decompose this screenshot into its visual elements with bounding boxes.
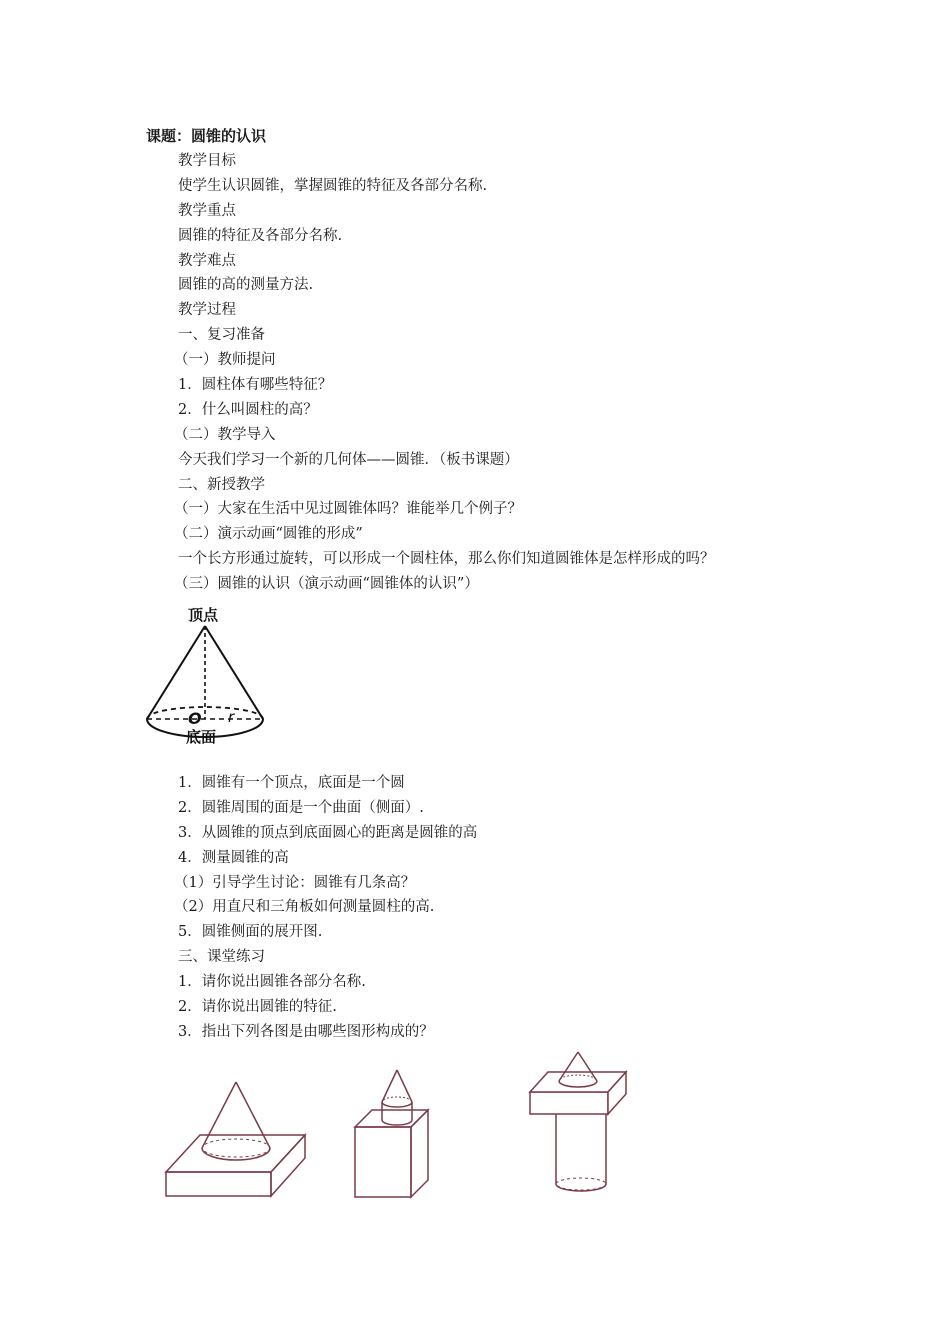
shape-cone-on-slab	[166, 1082, 305, 1196]
slab-side-face	[271, 1135, 305, 1196]
heading-process: 教学过程	[178, 302, 236, 319]
exercise-2: 2．请你说出圆锥的特征.	[178, 999, 337, 1016]
lesson-plan-part-2	[174, 771, 878, 1045]
substep-cone-recognition: （三）圆锥的认识（演示动画“圆锥体的认识”）	[174, 576, 479, 593]
step-new-teaching: 二、新授教学	[178, 476, 265, 493]
question-1: 1．圆柱体有哪些特征？	[178, 377, 333, 394]
cylinder-3-bottom-back	[556, 1178, 606, 1190]
question-2: 2．什么叫圆柱的高？	[178, 401, 318, 418]
slab-3-front-face	[530, 1092, 608, 1114]
cone-right-side	[205, 626, 263, 719]
feature-5: 5．圆锥侧面的展开图.	[178, 924, 323, 941]
difficulty-text: 圆锥的高的测量方法.	[178, 277, 314, 294]
lesson-title: 课题：圆锥的认识	[146, 127, 267, 145]
cone-1-right-side	[236, 1082, 270, 1148]
cube-front-face	[355, 1127, 411, 1197]
heading-objective: 教学目标	[178, 153, 236, 169]
feature-3: 3．从圆锥的顶点到底面圆心的距离是圆锥的高	[178, 824, 478, 841]
heading-key-point: 教学重点	[178, 202, 236, 219]
key-point-text: 圆锥的特征及各部分名称.	[178, 227, 343, 244]
feature-1: 1．圆锥有一个顶点，底面是一个圆	[178, 775, 405, 791]
cone-diagram-svg	[140, 600, 280, 750]
step-practice: 三、课堂练习	[178, 949, 265, 966]
formation-question: 一个长方形通过旋转，可以形成一个圆柱体，那么你们知道圆锥体是怎样形成的吗？	[178, 551, 715, 568]
radius-label: r	[228, 708, 235, 726]
slab-front-face	[166, 1172, 271, 1196]
feature-4-sub-1: （1）引导学生讨论：圆锥有几条高？	[174, 874, 416, 891]
feature-4: 4．测量圆锥的高	[178, 849, 289, 866]
substep-life-examples: （一）大家在生活中见过圆锥体吗？谁能举几个例子？	[174, 501, 522, 518]
cylinder-2-bottom	[382, 1120, 412, 1125]
substep-introduction: （二）教学导入	[174, 426, 276, 443]
feature-2: 2．圆锥周围的面是一个曲面（侧面）.	[178, 799, 424, 816]
cone-diagram	[140, 600, 280, 754]
shape-cone-cylinder-cube	[355, 1070, 428, 1197]
exercise-1: 1．请你说出圆锥各部分名称.	[178, 974, 366, 991]
apex-label: 顶点	[188, 606, 219, 624]
cone-2-base-front	[382, 1102, 412, 1107]
heading-difficulty: 教学难点	[178, 252, 236, 269]
objective-text: 使学生认识圆锥，掌握圆锥的特征及各部分名称.	[178, 177, 488, 194]
shape-cone-slab-cylinder	[530, 1052, 626, 1191]
composite-solids-figure	[160, 1048, 640, 1212]
introduction-text: 今天我们学习一个新的几何体——圆锥．（板书课题）	[178, 451, 519, 468]
cone-left-side	[147, 626, 205, 719]
slab-top-face	[166, 1135, 305, 1172]
feature-4-sub-2: （2）用直尺和三角板如何测量圆柱的高.	[174, 899, 435, 916]
cube-side-face	[411, 1110, 428, 1197]
substep-animation-formation: （二）演示动画“圆锥的形成”	[174, 526, 363, 543]
exercise-3: 3．指出下列各图是由哪些图形构成的？	[178, 1023, 434, 1040]
step-review: 一、复习准备	[178, 327, 265, 344]
cone-1-left-side	[202, 1082, 236, 1148]
base-label: 底面	[186, 728, 217, 746]
composite-solids-svg	[160, 1048, 640, 1208]
substep-teacher-questions: （一）教师提问	[174, 352, 276, 369]
cone-2-left-side	[382, 1070, 397, 1102]
cone-1-base-back	[202, 1139, 270, 1157]
center-label: O	[188, 709, 202, 728]
lesson-plan-part-1	[174, 149, 878, 597]
